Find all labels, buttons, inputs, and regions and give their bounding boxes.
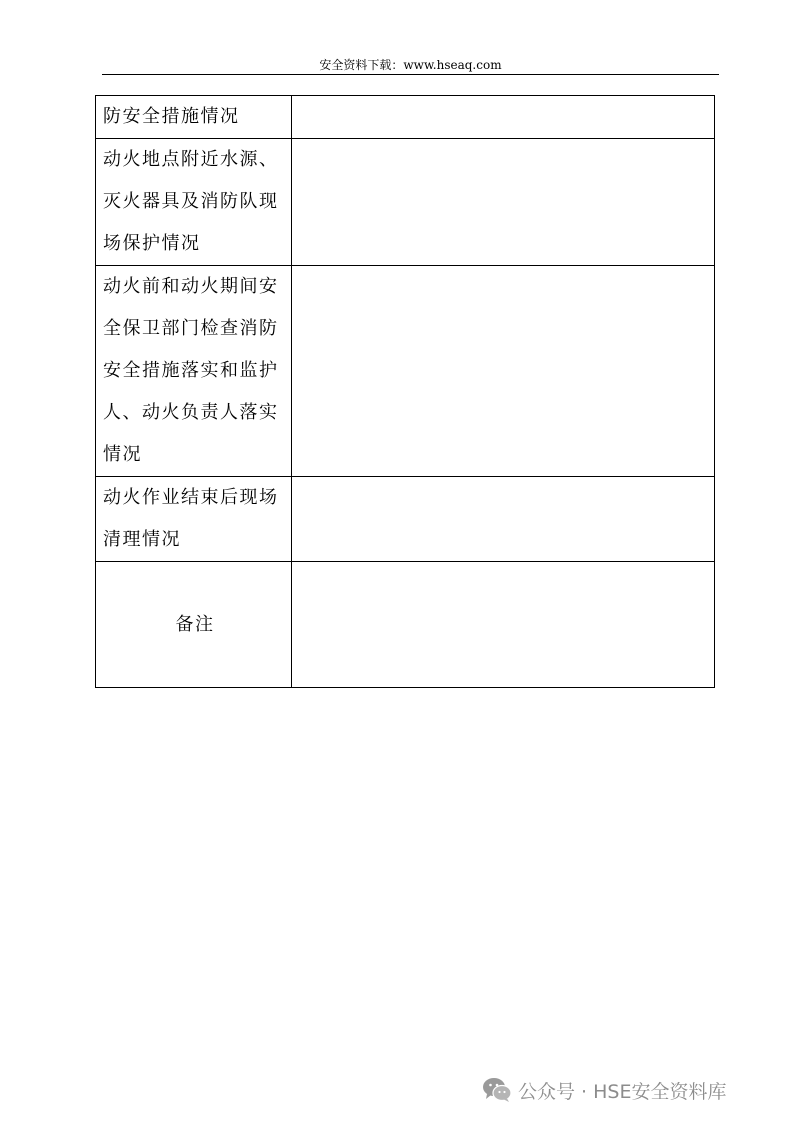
row-value-safety-measures (292, 96, 715, 139)
header-text: 安全资料下载：www.hseaq.com (319, 58, 502, 72)
wechat-icon (482, 1077, 512, 1103)
table-row (96, 266, 715, 477)
table-row (96, 562, 715, 688)
watermark-text: 公众号 · HSE安全资料库 (518, 1080, 727, 1103)
fire-work-form-table (95, 95, 715, 688)
row-label-cleanup: 动火作业结束后现场清理情况 (96, 477, 292, 562)
page-header (102, 56, 719, 75)
row-value-security-check (292, 266, 715, 477)
row-value-remarks (292, 562, 715, 688)
row-label-security-check: 动火前和动火期间安全保卫部门检查消防安全措施落实和监护人、动火负责人落实情况 (96, 266, 292, 477)
row-label-safety-measures: 防安全措施情况 (96, 96, 292, 139)
row-label-water-source: 动火地点附近水源、灭火器具及消防队现场保护情况 (96, 139, 292, 266)
table-row (96, 96, 715, 139)
row-value-cleanup (292, 477, 715, 562)
table-row (96, 139, 715, 266)
row-value-water-source (292, 139, 715, 266)
table-row (96, 477, 715, 562)
watermark (482, 1073, 726, 1107)
row-label-remarks: 备注 (96, 562, 292, 688)
